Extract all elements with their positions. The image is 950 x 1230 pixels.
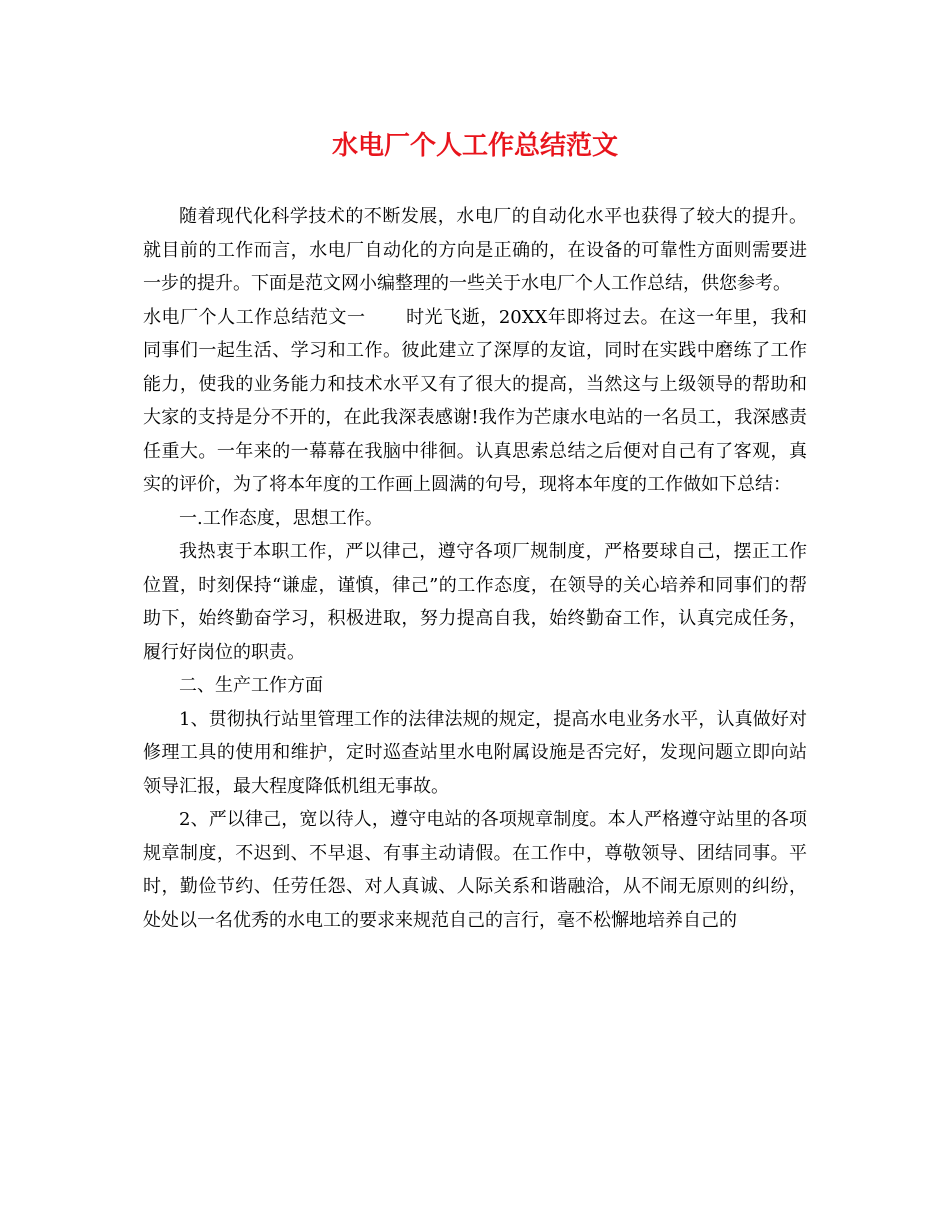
section1-heading: 一.工作态度，思想工作。 bbox=[179, 507, 383, 529]
document-title: 水电厂个人工作总结范文 bbox=[331, 131, 618, 161]
section2-item-1: 1、贯彻执行站里管理工作的法律法规的规定，提高水电业务水平，认真做好对修理工具的使用和维护，定时巡查站里水电附属设施是否完好，发现问题立即向站领导汇报，最大程度降低机组无事故。 bbox=[143, 708, 807, 797]
sample-heading: 水电厂个人工作总结范文一 bbox=[143, 306, 366, 328]
section2-heading: 二、生产工作方面 bbox=[179, 675, 323, 696]
document-body bbox=[143, 200, 807, 937]
sample-opening: 时光飞逝，20XX年即将过去。在这一年里，我和同事们一起生活、学习和工作。彼此建立了深厚的友谊，同时在实践中磨练了工作能力，使我的业务能力和技术水平又有了很大的提高，当然这与上级领导的帮助和大家的支持是分不开的，在此我深表感谢!我作为芒康水电站的一名员工，我深感责任重大。一年来的一幕幕在我脑中徘徊。认真思索总结之后便对自己有了客观，真实的评价，为了将本年度的工作画上圆满的句号，现将本年度的工作做如下总结： bbox=[143, 306, 808, 495]
intro-paragraph: 随着现代化科学技术的不断发展，水电厂的自动化水平也获得了较大的提升。就目前的工作而言，水电厂自动化的方向是正确的，在设备的可靠性方面则需要进一步的提升。下面是范文网小编整理的一些关于水电厂个人工作总结，供您参考。 bbox=[143, 206, 807, 294]
section1-body: 我热衷于本职工作，严以律己，遵守各项厂规制度，严格要球自己，摆正工作位置，时刻保持“谦虚，谨慎，律己”的工作态度，在领导的关心培养和同事们的帮助下，始终勤奋学习，积极进取，努力提高自我，始终勤奋工作，认真完成任务，履行好岗位的职责。 bbox=[143, 541, 807, 663]
sample-one-paragraph bbox=[143, 301, 807, 502]
section2-item-2: 2、严以律己，宽以待人，遵守电站的各项规章制度。本人严格遵守站里的各项规章制度，不迟到、不早退、有事主动请假。在工作中，尊敬领导、团结同事。平时，勤俭节约、任劳任怨、对人真诚、人际关系和谐融洽，从不闹无原则的纠纷，处处以一名优秀的水电工的要求来规范自己的言行，毫不松懈地培养自己的 bbox=[143, 809, 807, 931]
